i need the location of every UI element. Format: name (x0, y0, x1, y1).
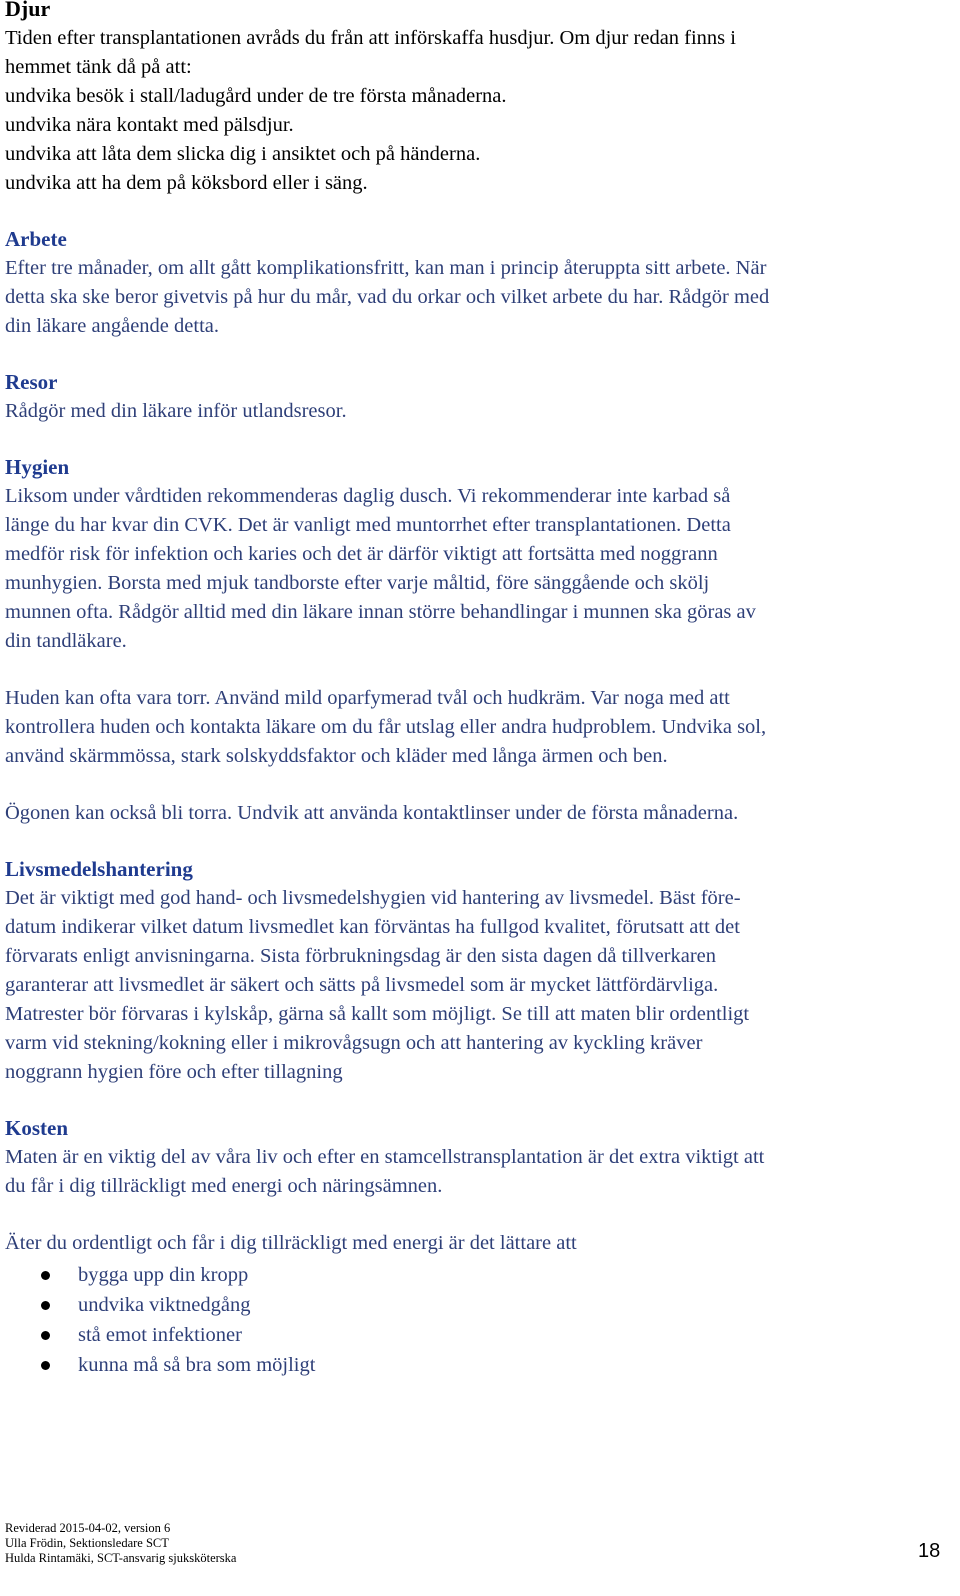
text-line: datum indikerar vilket datum livsmedlet kan förväntas ha fullgod kvalitet, förutsatt att det (5, 916, 740, 938)
text-line: Maten är en viktig del av våra liv och efter en stamcellstransplantation är det extra viktigt att (5, 1146, 765, 1168)
section-heading: Resor (5, 370, 58, 394)
footer-line: Ulla Frödin, Sektionsledare SCT (5, 1536, 169, 1550)
section-body (5, 884, 953, 1087)
document-page (5, 0, 953, 1380)
text-line: noggrann hygien före och efter tillagning (5, 1061, 343, 1083)
section-body (5, 254, 953, 341)
page-footer (5, 1521, 236, 1566)
text-line: hemmet tänk då på att: (5, 56, 192, 78)
bullet-list (5, 1260, 953, 1380)
section-heading: Hygien (5, 455, 70, 479)
bullet-icon (41, 1301, 50, 1310)
text-line: undvika besök i stall/ladugård under de tre första månaderna. (5, 85, 507, 107)
footer-line: Hulda Rintamäki, SCT-ansvarig sjuksköterska (5, 1551, 237, 1565)
text-line: detta ska ske beror givetvis på hur du mår, vad du orkar och vilket arbete du har. Rådgör med (5, 286, 770, 308)
text-line: kontrollera huden och kontakta läkare om du får utslag eller andra hudproblem. Undvika sol, (5, 716, 767, 738)
section-heading: Livsmedelshantering (5, 857, 193, 881)
list-item (5, 1320, 953, 1350)
text-line: Rådgör med din läkare inför utlandsresor. (5, 400, 347, 422)
section-arbete (5, 225, 953, 341)
list-item (5, 1260, 953, 1290)
paragraph-intro (5, 1229, 953, 1258)
text-line: Huden kan ofta vara torr. Använd mild oparfymerad tvål och hudkräm. Var noga med att (5, 687, 730, 709)
bullet-icon (41, 1361, 50, 1370)
text-line: förvarats enligt anvisningarna. Sista förbrukningsdag är den sista dagen då tillverkaren (5, 945, 717, 967)
section-djur (5, 0, 953, 198)
text-line: munhygien. Borsta med mjuk tandborste efter varje måltid, före sänggående och skölj (5, 572, 710, 594)
section-body (5, 1143, 953, 1201)
text-line: Matrester bör förvaras i kylskåp, gärna så kallt som möjligt. Se till att maten blir ordentligt (5, 1003, 750, 1025)
section-body (5, 482, 953, 656)
list-item (5, 1350, 953, 1380)
text-line: använd skärmmössa, stark solskyddsfaktor och kläder med långa ärmen och ben. (5, 745, 668, 767)
text-line: länge du har kvar din CVK. Det är vanligt med muntorrhet efter transplantationen. Detta (5, 514, 731, 536)
section-hygien (5, 453, 953, 828)
text-line: Liksom under vårdtiden rekommenderas daglig dusch. Vi rekommenderar inte karbad så (5, 485, 731, 507)
section-livsmedelshantering (5, 855, 953, 1087)
paragraph-ogonen (5, 799, 953, 828)
page-number: 18 (918, 1540, 941, 1562)
list-item-label: undvika viktnedgång (78, 1294, 251, 1316)
section-body (5, 397, 953, 426)
paragraph-huden (5, 684, 953, 771)
text-line: undvika nära kontakt med pälsdjur. (5, 114, 294, 136)
section-heading: Kosten (5, 1116, 68, 1140)
text-line: medför risk för infektion och karies och det är därför viktigt att fortsätta med noggrann (5, 543, 718, 565)
text-line: Äter du ordentligt och får i dig tillräckligt med energi är det lättare att (5, 1232, 577, 1254)
list-item (5, 1290, 953, 1320)
text-line: din tandläkare. (5, 630, 127, 652)
bullet-icon (41, 1331, 50, 1340)
text-line: Tiden efter transplantationen avråds du från att införskaffa husdjur. Om djur redan finns i (5, 27, 736, 49)
section-kosten (5, 1114, 953, 1380)
text-line: undvika att låta dem slicka dig i ansiktet och på händerna. (5, 143, 481, 165)
list-item-label: bygga upp din kropp (78, 1264, 249, 1286)
text-line: varm vid stekning/kokning eller i mikrovågsugn och att hantering av kyckling kräver (5, 1032, 703, 1054)
text-line: din läkare angående detta. (5, 315, 219, 337)
text-line: du får i dig tillräckligt med energi och näringsämnen. (5, 1175, 443, 1197)
text-line: Efter tre månader, om allt gått komplikationsfritt, kan man i princip återuppta sitt arbete. När (5, 257, 767, 279)
footer-line: Reviderad 2015-04-02, version 6 (5, 1521, 171, 1535)
bullet-icon (41, 1271, 50, 1280)
text-line: munnen ofta. Rådgör alltid med din läkare innan större behandlingar i munnen ska göras av (5, 601, 756, 623)
text-line: Det är viktigt med god hand- och livsmedelshygien vid hantering av livsmedel. Bäst före- (5, 887, 741, 909)
text-line: garanterar att livsmedlet är säkert och sätts på livsmedel som är mycket lättfördärvliga. (5, 974, 719, 996)
section-body (5, 24, 953, 198)
text-line: Ögonen kan också bli torra. Undvik att använda kontaktlinser under de första månaderna. (5, 802, 739, 824)
section-resor (5, 368, 953, 426)
list-item-label: kunna må så bra som möjligt (78, 1354, 316, 1376)
section-heading: Djur (5, 0, 51, 21)
list-item-label: stå emot infektioner (78, 1324, 242, 1346)
section-heading: Arbete (5, 227, 67, 251)
text-line: undvika att ha dem på köksbord eller i säng. (5, 172, 368, 194)
